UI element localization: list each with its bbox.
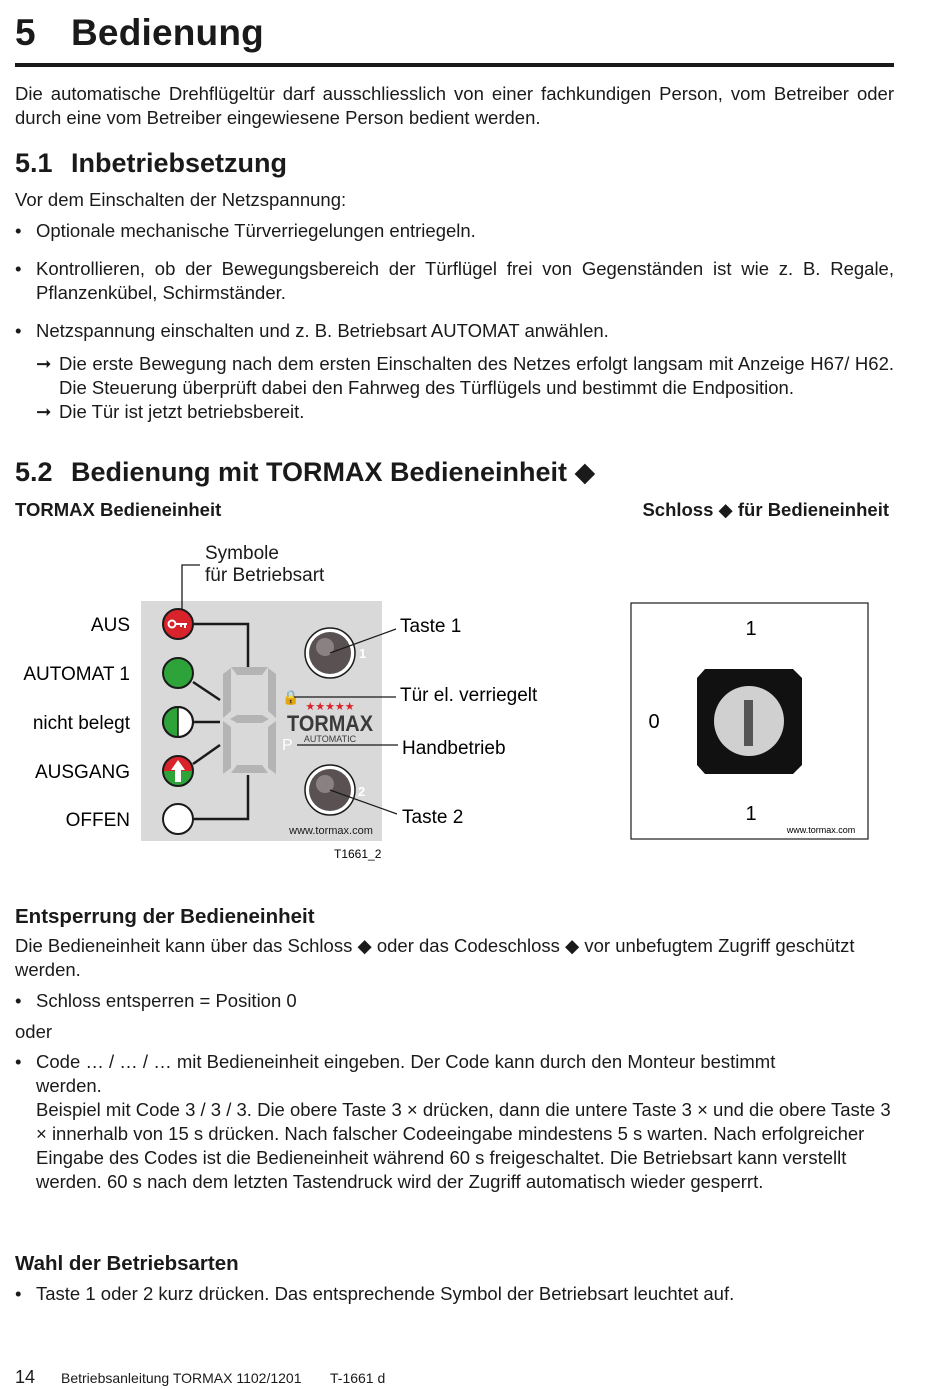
modes-heading: Wahl der Betriebsarten <box>15 1252 239 1275</box>
section-5-1-heading <box>15 148 287 179</box>
callout-manual: Handbetrieb <box>402 738 506 759</box>
list-item-text: Code … / … / … mit Bedieneinheit eingeben. Der Code kann durch den Monteur bestimmt werden. <box>36 1051 776 1096</box>
key-slot <box>744 700 753 746</box>
open-symbol-icon <box>163 804 193 834</box>
list-item-text: Optionale mechanische Türverriegelungen entriegeln. <box>36 220 476 241</box>
callout-key-1: Taste 1 <box>400 616 462 637</box>
result-text: Die Tür ist jetzt betriebsbereit. <box>59 401 305 422</box>
bullet-mark: • <box>15 1283 22 1304</box>
intro-paragraph: Die automatische Drehflügeltür darf ausschliesslich von einer fachkundigen Person, vom Betreiber oder durch eine vom Betreiber eingewiesene Person bedient werden. <box>15 83 894 128</box>
page-number: 14 <box>15 1367 36 1387</box>
or-text: oder <box>15 1021 53 1042</box>
section-number: 5.2 <box>15 457 53 487</box>
key-2-number: 2 <box>358 784 366 799</box>
key-lock-figure <box>630 602 870 842</box>
panel-caption: TORMAX Bedieneinheit <box>15 499 222 520</box>
unlock-heading: Entsperrung der Bedieneinheit <box>15 905 315 928</box>
section-title: Bedienung mit TORMAX Bedieneinheit ◆ <box>71 457 596 487</box>
lock-indicator-icon: 🔒 <box>282 690 300 706</box>
heading-rule <box>15 63 894 67</box>
brand-subtitle: AUTOMATIC <box>303 734 357 744</box>
key-1-number: 1 <box>359 646 367 661</box>
callout-key-2: Taste 2 <box>402 807 464 828</box>
figure-id: T1661_2 <box>334 847 382 861</box>
lock-website: www.tormax.com <box>786 825 856 835</box>
manual-indicator-icon: P <box>282 737 293 754</box>
panel-website: www.tormax.com <box>289 825 373 837</box>
lock-caption: Schloss ◆ für Bedieneinheit <box>642 499 889 520</box>
mode-label-unused: nicht belegt <box>32 713 130 734</box>
chapter-title: Bedienung <box>71 12 264 53</box>
operating-panel-figure <box>0 530 600 870</box>
arrow-icon: ➞ <box>36 353 52 374</box>
chapter-number: 5 <box>15 12 36 53</box>
list-item-text: Taste 1 oder 2 kurz drücken. Das entsprechende Symbol der Betriebsart leuchtet auf. <box>36 1283 735 1304</box>
bullet-mark: • <box>15 1051 22 1072</box>
bullet-mark: • <box>15 990 22 1011</box>
bullet-mark: • <box>15 258 22 279</box>
footer-doc-code: T-1661 d <box>330 1370 386 1386</box>
exit-arrow-symbol-icon <box>163 756 193 786</box>
list-item-text: Schloss entsperren = Position 0 <box>36 990 297 1011</box>
mode-label-aus: AUS <box>90 615 130 636</box>
automat-symbol-icon <box>163 658 193 688</box>
code-example: Beispiel mit Code 3 / 3 / 3. Die obere Taste 3 × drücken, dann die untere Taste 3 × und die obere Taste 3 × innerhalb von 15 s drücken. Nach falscher Codeeingabe mindestens 5 s warten. Nach erfolgreicher Eingabe des Codes ist die Bedieneinheit während 60 s freigeschaltet. Die Betriebsart kann verstellt werden. 60 s nach dem letzten Tastendruck wird der Zugriff automatisch wieder gesperrt. <box>36 1099 891 1192</box>
footer-doc-title: Betriebsanleitung TORMAX 1102/1201 <box>61 1370 302 1386</box>
brand-logo: TORMAX <box>287 711 374 736</box>
chapter-heading <box>15 12 264 54</box>
half-circle-symbol-icon <box>163 707 193 737</box>
unlock-paragraph: Die Bedieneinheit kann über das Schloss ◆ oder das Codeschloss ◆ vor unbefugtem Zugriff geschützt werden. <box>15 935 855 980</box>
callout-lock: Tür el. verriegelt <box>400 685 538 706</box>
arrow-icon: ➞ <box>36 401 52 422</box>
lock-position-left: 0 <box>648 711 660 733</box>
mode-label-ausgang: AUSGANG <box>34 762 130 783</box>
symbols-label-line1: Symbole <box>205 543 279 564</box>
symbols-label-line2: für Betriebsart <box>205 565 325 586</box>
bullet-mark: • <box>15 220 22 241</box>
section-number: 5.1 <box>15 148 53 178</box>
list-item-text: Kontrollieren, ob der Bewegungsbereich der Türflügel frei von Gegenständen ist wie z. B. Regale, Pflanzenkübel, Schirmständer. <box>36 258 894 303</box>
mode-label-automat: AUTOMAT 1 <box>23 664 130 685</box>
brand-stars: ★★★★★ <box>305 700 355 713</box>
section-5-1-lead: Vor dem Einschalten der Netzspannung: <box>15 189 347 210</box>
key-symbol-icon <box>163 609 193 639</box>
list-item-text: Netzspannung einschalten und z. B. Betriebsart AUTOMAT anwählen. <box>36 320 609 341</box>
lock-position-bottom: 1 <box>745 803 757 825</box>
result-text: Die erste Bewegung nach dem ersten Einschalten des Netzes erfolgt langsam mit Anzeige H67/ H62. Die Steuerung überprüft dabei den Fahrweg des Türflügels und bestimmt die Endposition. <box>59 353 894 398</box>
lock-position-top: 1 <box>745 618 757 640</box>
section-title: Inbetriebsetzung <box>71 148 288 178</box>
bullet-mark: • <box>15 320 22 341</box>
section-5-2-heading <box>15 457 595 488</box>
mode-label-offen: OFFEN <box>65 810 130 831</box>
